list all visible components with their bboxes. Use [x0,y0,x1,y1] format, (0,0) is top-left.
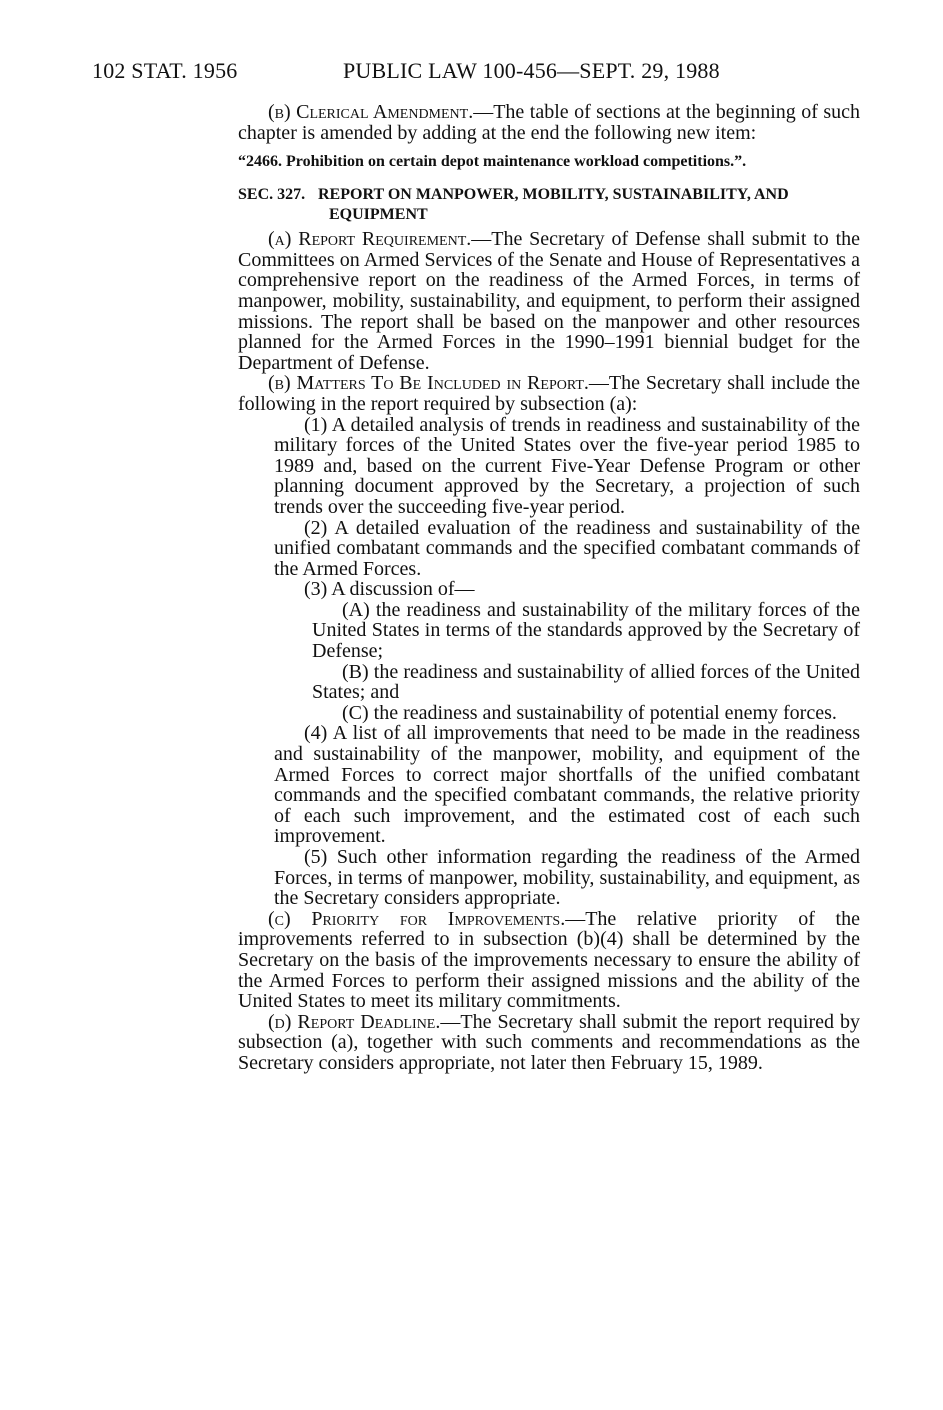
clerical-amendment-paragraph [238,102,860,143]
subsection-b-text: —The Secretary shall include the following in the report required by subsection (a): [238,372,860,415]
subsection-d [238,1012,860,1074]
running-header: PUBLIC LAW 100-456—SEPT. 29, 1988 [343,58,720,83]
subsection-d-heading: (d) Report Deadline. [268,1010,441,1033]
paragraph-b5: (5) Such other information regarding the readiness of the Armed Forces, in terms of manpower, mobility, sustainability, and equipment, as the Secretary considers appropriate. [274,846,860,910]
subsection-a [238,229,860,373]
clerical-amendment-text: —The table of sections at the beginning of such chapter is amended by adding at the end the following new item: [238,101,861,144]
stat-citation: 102 STAT. 1956 [92,58,238,83]
section-title-line1: REPORT ON MANPOWER, MOBILITY, SUSTAINABILITY, AND [318,186,789,204]
paragraph-b2: (2) A detailed evaluation of the readiness and sustainability of the unified combatant commands and the specified combatant commands of the Armed Forces. [274,516,860,580]
subparagraph-b3a: (A) the readiness and sustainability of the military forces of the United States in terms of the standards approved by the Secretary of Defense; [312,598,860,663]
new-table-item: “2466. Prohibition on certain depot maintenance workload competitions.”. [238,153,747,171]
document-body [238,102,860,1074]
subsection-c [238,909,860,1012]
paragraph-b3: (3) A discussion of— [304,578,475,601]
subsection-b [238,373,860,414]
section-title-line2: EQUIPMENT [329,206,428,224]
subparagraph-b3b: (B) the readiness and sustainability of allied forces of the United States; and [312,660,860,704]
section-heading [238,185,860,225]
paragraph-b1: (1) A detailed analysis of trends in readiness and sustainability of the military forces of the United States over the five-year period 1985 to 1989 and, based on the current Five-Year Defense Program or other planning document approved by the Secretary, a projection of such trends over the succeeding five-year period. [274,413,860,518]
paragraph-b4: (4) A list of all improvements that need to be made in the readiness and sustainability of the manpower, mobility, and equipment of the Armed Forces to correct major shortfalls of the unified combatant commands and the specified combatant commands, the relative priority of each such improvement, and the estimated cost of each such improvement. [274,722,860,848]
subsection-c-text: —The relative priority of the improvements referred to in subsection (b)(4) shall be determined by the Secretary on the basis of the improvements necessary to ensure the ability of the Armed Forces to perform their assigned missions and the ability of the United States to meet its military commitments. [238,907,860,1013]
subsection-d-text: —The Secretary shall submit the report required by subsection (a), together with such comments and recommendations as the Secretary considers appropriate, not later then February 15, 1989. [238,1010,860,1074]
subsection-a-text: —The Secretary of Defense shall submit to the Committees on Armed Services of the Senate and House of Representatives a comprehensive report on the readiness of the Armed Forces, in terms of manpower, mobility, sustainability, and equipment, to perform their assigned missions. The report shall be based on the manpower and other resources planned for the Armed Forces in the 1990–1991 biennial budget for the Department of Defense. [238,228,861,374]
section-number: SEC. 327. [238,186,306,204]
subsection-c-heading: (c) Priority for Improvements. [268,907,566,930]
subparagraph-b3c: (C) the readiness and sustainability of potential enemy forces. [342,701,837,724]
subsection-b-heading: (b) Matters To Be Included in Report. [268,372,589,395]
clerical-amendment-heading: (b) Clerical Amendment. [268,101,474,123]
subsection-a-heading: (a) Report Requirement. [268,228,472,251]
